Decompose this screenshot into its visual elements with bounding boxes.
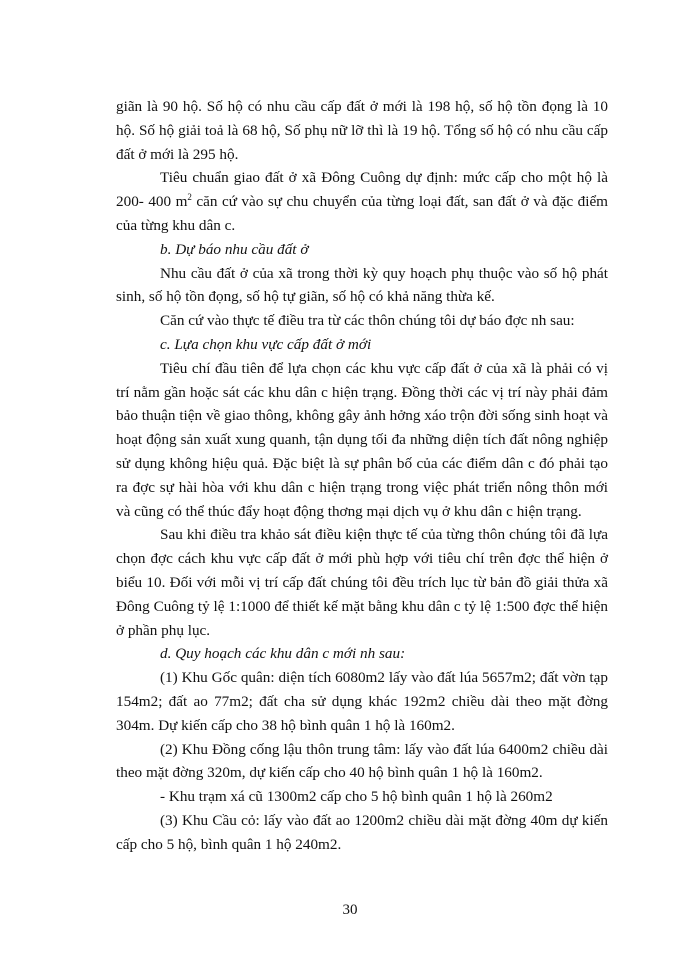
heading-d-residential-planning: d. Quy hoạch các khu dân c mới nh sau:: [160, 645, 406, 663]
body-text: [116, 95, 608, 857]
paragraph-demand: Nhu cầu đất ở của xã trong thời kỳ quy hoạch phụ thuộc vào số hộ phát sinh, số hộ tồn đọng, số hộ tự giãn, số hộ có khả năng thừa kế.: [116, 264, 608, 306]
area-unit-superscript: 2: [187, 192, 192, 203]
paragraph-households-summary: giãn là 90 hộ. Số hộ có nhu cầu cấp đất ở mới là 198 hộ, số hộ tồn đọng là 10 hộ. Số hộ giải toả là 68 hộ, Số phụ nữ lỡ thì là 19 hộ. Tổng số hộ có nhu cầu cấp đất ở mới là 295 hộ.: [116, 98, 608, 163]
paragraph-selection-criteria: Tiêu chí đầu tiên để lựa chọn các khu vực cấp đất ở của xã là phải có vị trí nằm gần hoặc sát các khu dân c hiện trạng. Đồng thời các vị trí này phải đảm bảo thuận tiện về giao thông, không gây ảnh hởng xáo trộn đời sống sinh hoạt và hoạt động sản xuất xung quanh, tận dụng tối đa những diện tích đất nông nghiệp sử dụng không hiệu quả. Đặc biệt là sự phân bố của các điểm dân c đó phải tạo ra đợc sự hài hòa với khu dân c hiện trạng trong việc phát triển nông thôn mới và cũng có thể thúc đẩy hoạt động thơng mại dịch vụ ở khu dân c hiện trạng.: [116, 359, 608, 520]
paragraph-old-clinic-area: - Khu trạm xá cũ 1300m2 cấp cho 5 hộ bình quân 1 hộ là 260m2: [160, 788, 553, 806]
paragraph-area-cau-co: (3) Khu Cầu cỏ: lấy vào đất ao 1200m2 chiều dài mặt đờng 40m dự kiến cấp cho 5 hộ, bình quân 1 hộ 240m2.: [116, 811, 608, 853]
heading-c-area-selection: c. Lựa chọn khu vực cấp đất ở mới: [160, 335, 372, 353]
paragraph-survey: Sau khi điều tra khảo sát điều kiện thực tế của từng thôn chúng tôi đã lựa chọn đợc cách khu vực cấp đất ở mới phù hợp với tiêu chí trên đợc thể hiện ở biểu 10. Đối với mỗi vị trí cấp đất chúng tôi đều trích lục từ bản đồ giải thửa xã Đông Cuông tỷ lệ 1:1000 để thiết kế mặt bằng khu dân c tỷ lệ 1:500 đợc thể hiện ở phần phụ lục.: [116, 526, 608, 639]
allocation-standard-text-cont: căn cứ vào sự chu chuyển của từng loại đất, san đất ở và đặc điểm của từng khu dân c.: [116, 193, 608, 234]
page-number: 30: [342, 902, 358, 918]
paragraph-area-goc-quan: (1) Khu Gốc quân: diện tích 6080m2 lấy vào đất lúa 5657m2; đất vờn tạp 154m2; đất ao 77m2; đất cha sử dụng khác 192m2 chiều dài theo mặt đờng 304m. Dự kiến cấp cho 38 hộ bình quân 1 hộ là 160m2.: [116, 669, 608, 734]
allocation-standard-text: Tiêu chuẩn giao đất ở xã Đông Cuông dự định: mức cấp cho một hộ là 200- 400 m: [116, 169, 608, 211]
paragraph-land-allocation-standard: [116, 166, 608, 237]
heading-b-demand-forecast: b. Dự báo nhu cầu đất ở: [160, 240, 309, 258]
paragraph-area-dong-cong-lau: (2) Khu Đồng cống lậu thôn trung tâm: lấy vào đất lúa 6400m2 chiều dài theo mặt đờng 320m, dự kiến cấp cho 40 hộ bình quân 1 hộ là 160m2.: [116, 740, 608, 782]
paragraph-forecast-basis: Căn cứ vào thực tế điều tra từ các thôn chúng tôi dự báo đợc nh sau:: [160, 312, 575, 330]
